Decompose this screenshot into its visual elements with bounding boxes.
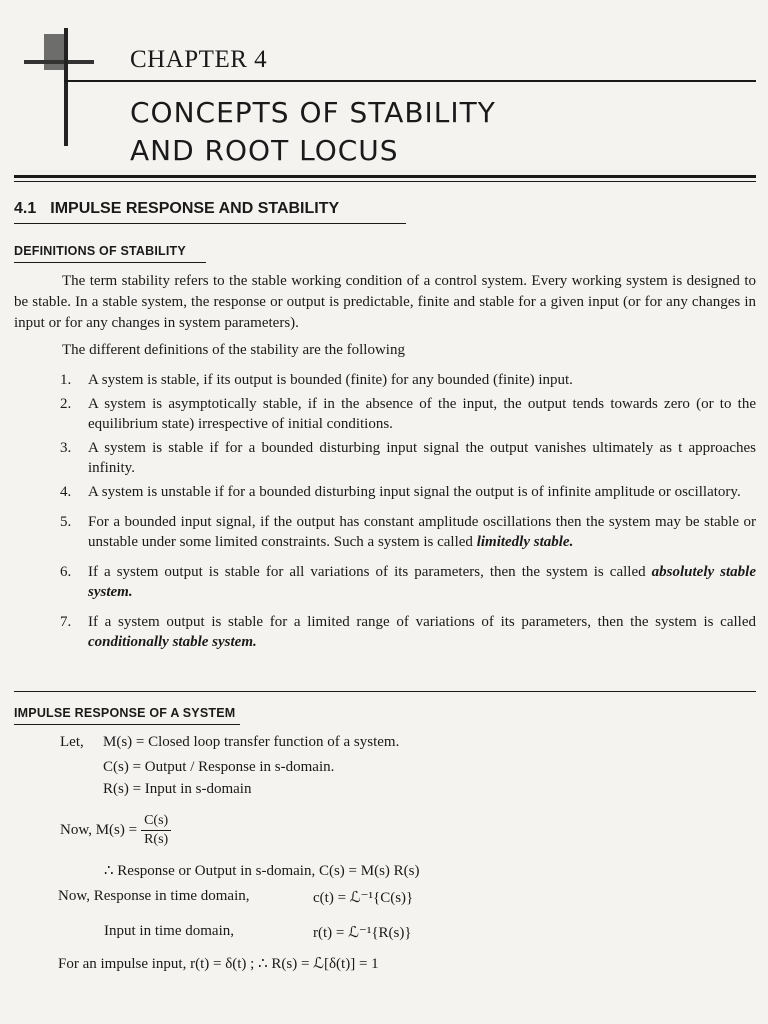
item-text: For a bounded input signal, if the output has constant amplitude oscillations then the system may be stable or unstable under some limited constraints. Such a system is called (88, 514, 756, 550)
fraction (141, 812, 171, 849)
let-label: Let, (60, 734, 84, 750)
item-text: A system is asymptotically stable, if in the absence of the input, the output tends towards zero (or to the equilibrium state) irrespective of initial conditions. (88, 396, 756, 432)
definition-item (60, 562, 756, 602)
input-time-label: Input in time domain, (104, 923, 234, 939)
input-time-equation: r(t) = ℒ⁻¹{R(s)} (313, 925, 412, 941)
def-transfer-function: M(s) = Closed loop transfer function of a system. (103, 734, 400, 750)
item-number: 6. (60, 564, 72, 580)
now-label: Now, M(s) = (60, 821, 138, 838)
definitions-heading-rule (14, 262, 206, 263)
definition-item (60, 438, 756, 478)
definitions-list (60, 370, 756, 652)
time-domain-label: Now, Response in time domain, (58, 888, 250, 904)
item-number: 7. (60, 614, 72, 630)
item-text: A system is stable if for a bounded disturbing input signal the output vanishes ultimately as t approaches infinity. (88, 440, 756, 476)
definition-item (60, 612, 756, 652)
chapter-title (130, 94, 496, 170)
section-title: IMPULSE RESPONSE AND STABILITY (50, 200, 340, 217)
definition-item (60, 512, 756, 552)
header-rule-thin (14, 181, 756, 182)
item-number: 5. (60, 514, 72, 530)
chapter-title-line2: AND ROOT LOCUS (130, 134, 399, 167)
item-text: If a system output is stable for all variations of its parameters, then the system is called (88, 564, 652, 580)
section-rule (14, 223, 406, 224)
item-emphasis: limitedly stable. (476, 534, 574, 550)
chapter-rule (64, 80, 756, 82)
item-text: If a system output is stable for a limited range of variations of its parameters, then the system is called (88, 614, 756, 630)
item-emphasis: conditionally stable system. (88, 634, 257, 650)
chapter-label: CHAPTER 4 (130, 46, 268, 73)
definition-item (60, 394, 756, 434)
definitions-heading: DEFINITIONS OF STABILITY (14, 244, 186, 258)
definition-item (60, 482, 756, 502)
def-input: R(s) = Input in s-domain (103, 781, 252, 797)
fraction-denominator: R(s) (144, 832, 169, 847)
definitions-intro: The term stability refers to the stable working condition of a control system. Every working system is designed to be stable. In a stable system, the response or output is predictable, finite and stable for a given input (or for any changes in input or for any changes in system parameters). (14, 273, 756, 331)
section-divider (14, 691, 756, 692)
chapter-ornament-bar (24, 60, 94, 64)
item-number: 1. (60, 372, 72, 388)
item-text: A system is stable, if its output is bounded (finite) for any bounded (finite) input. (88, 372, 573, 388)
item-number: 4. (60, 484, 72, 500)
item-number: 2. (60, 396, 72, 412)
impulse-input-line: For an impulse input, r(t) = δ(t) ; ∴ R(s) = ℒ[δ(t)] = 1 (58, 956, 379, 972)
fraction-numerator: C(s) (141, 812, 171, 831)
def-output: C(s) = Output / Response in s-domain. (103, 759, 335, 775)
impulse-heading: IMPULSE RESPONSE OF A SYSTEM (14, 706, 236, 720)
section-heading (14, 200, 339, 218)
time-domain-equation: c(t) = ℒ⁻¹{C(s)} (313, 890, 414, 906)
item-text: A system is unstable if for a bounded disturbing input signal the output is of infinite amplitude or oscillatory. (88, 484, 741, 500)
section-number: 4.1 (14, 200, 37, 217)
response-s-domain: ∴ Response or Output in s-domain, C(s) = M(s) R(s) (104, 863, 420, 879)
chapter-ornament-line (64, 28, 68, 146)
impulse-heading-rule (14, 724, 240, 725)
chapter-ornament-block (44, 34, 66, 70)
transfer-function-equation (60, 812, 171, 849)
definition-item (60, 370, 756, 390)
item-emphasis: absolutely stable system. (88, 564, 756, 600)
definitions-lead: The different definitions of the stability are the following (62, 342, 405, 358)
chapter-title-line1: CONCEPTS OF STABILITY (130, 96, 496, 129)
header-rule-thick (14, 175, 756, 178)
item-number: 3. (60, 440, 72, 456)
